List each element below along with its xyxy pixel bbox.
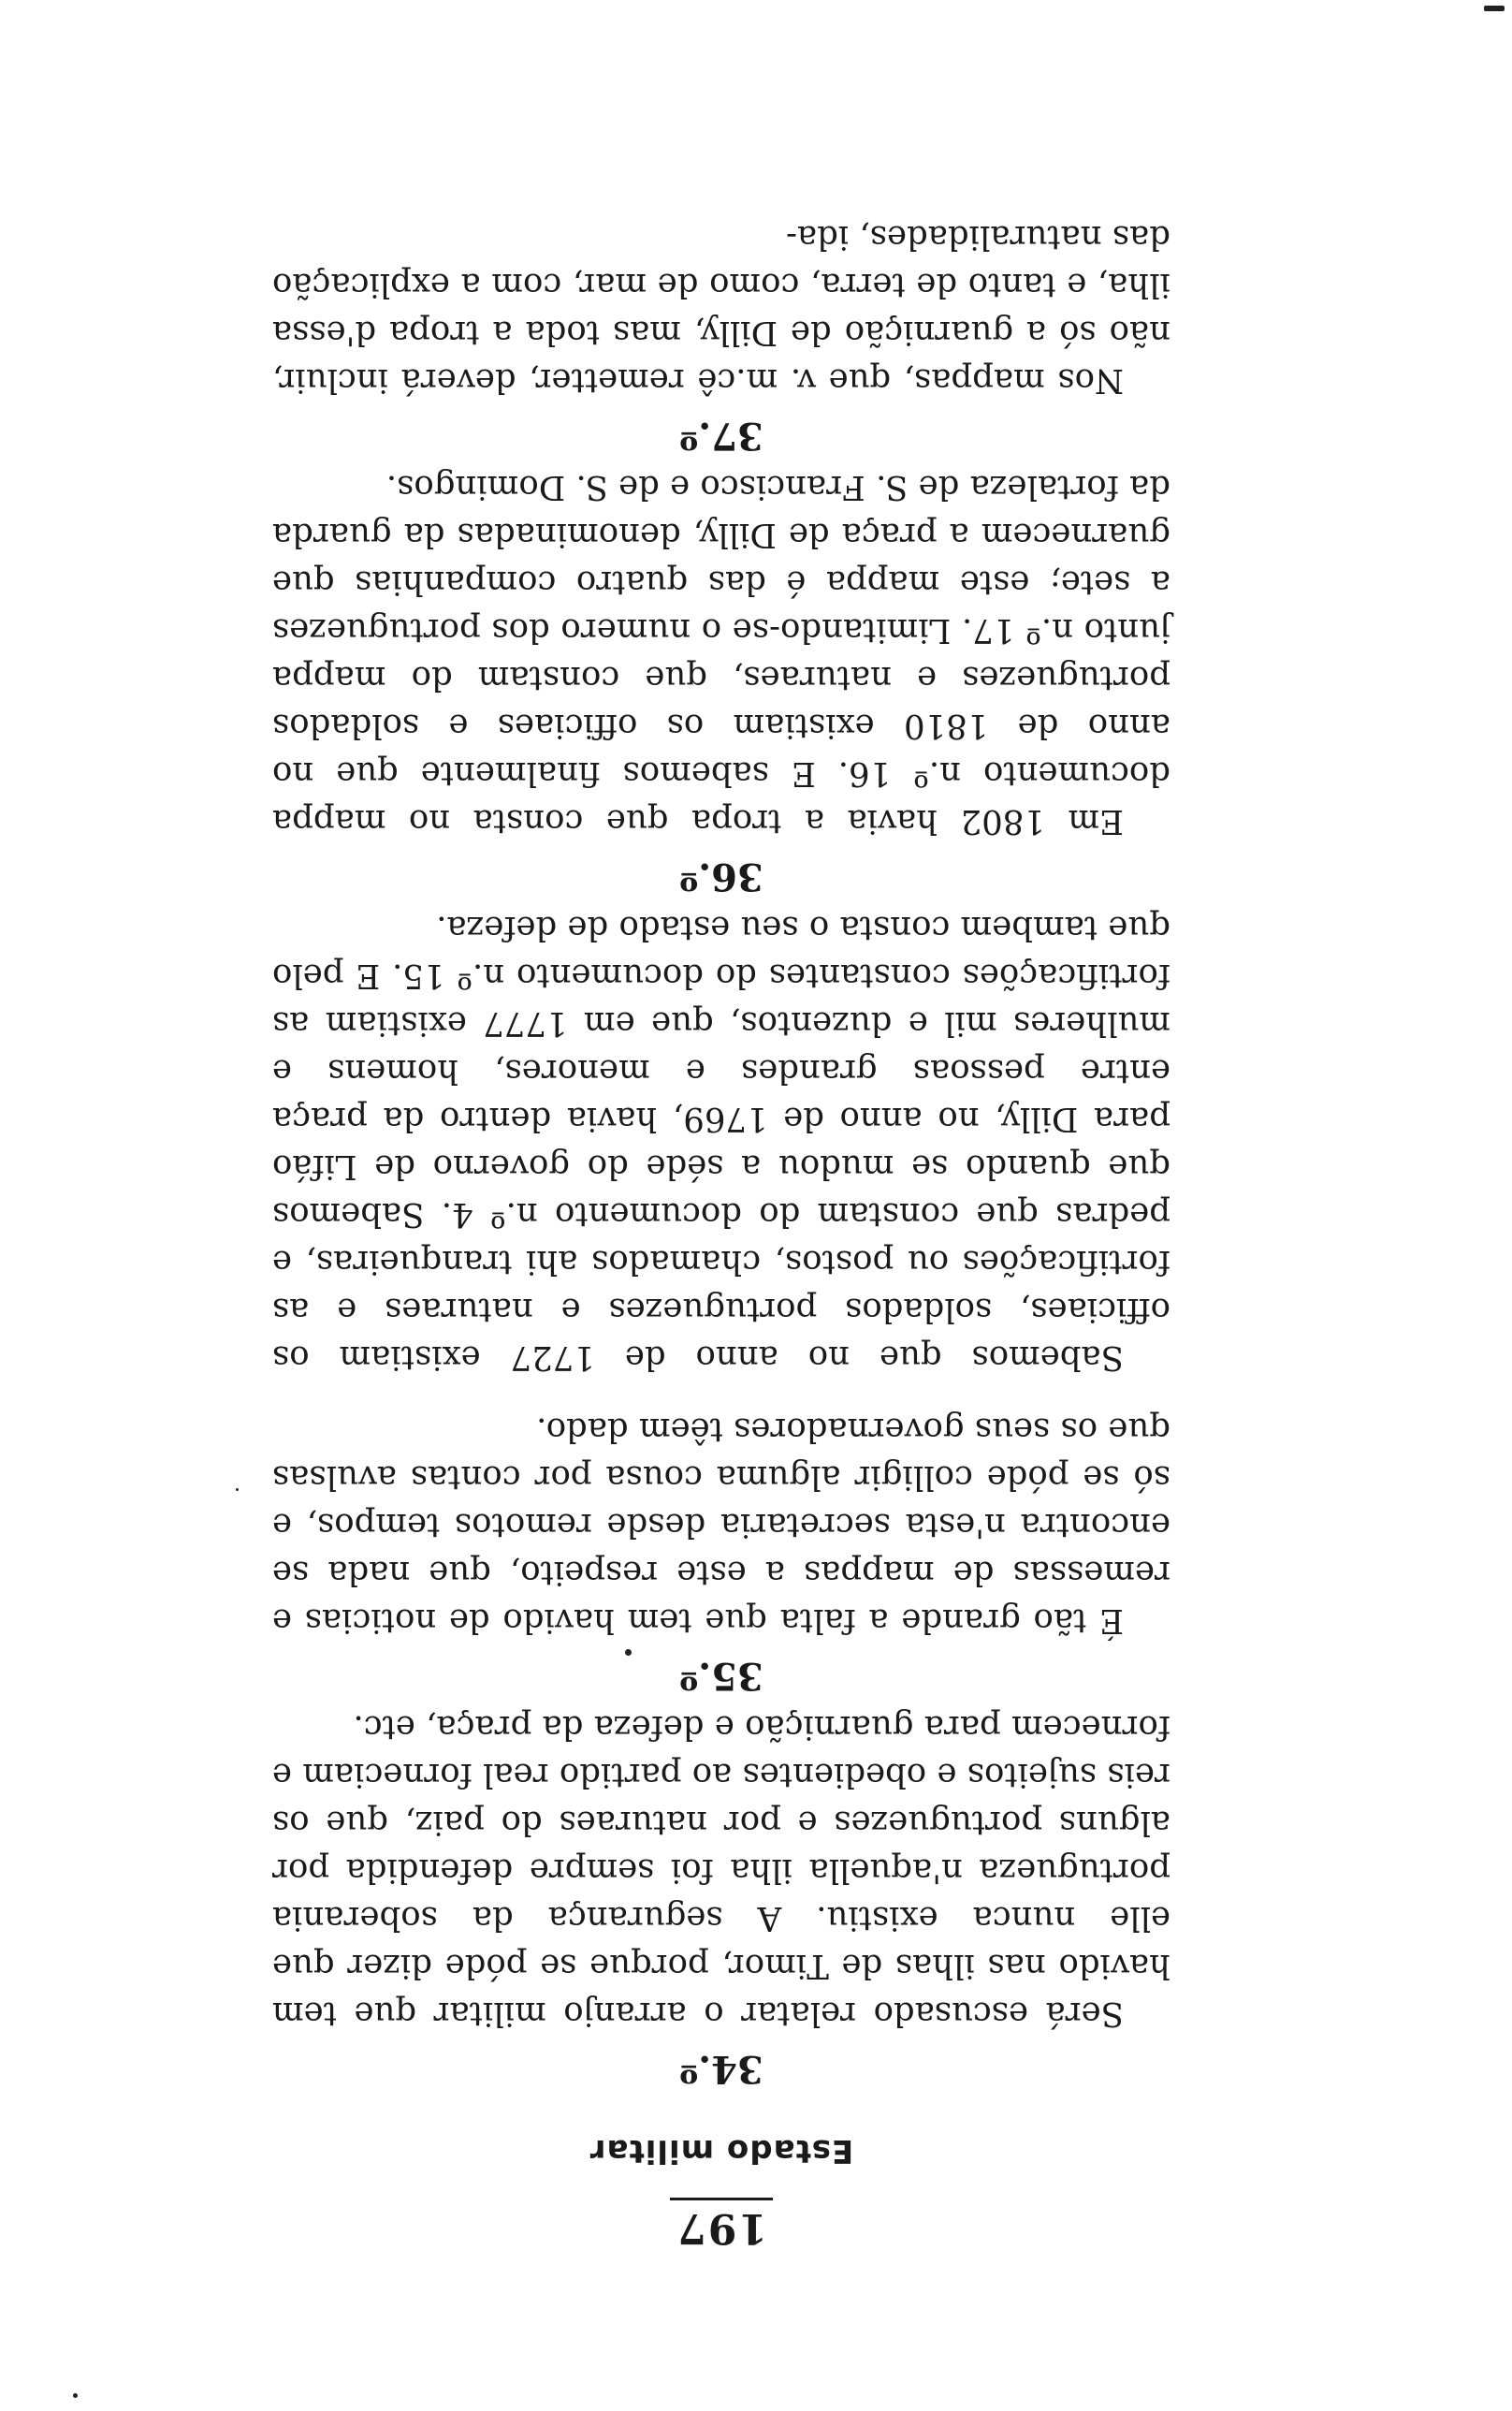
section-number: 37.º xyxy=(679,414,763,458)
page-heading: Estado militar xyxy=(589,2132,854,2170)
speck xyxy=(1484,6,1505,11)
paragraph: Nos mappas, que v. m.cê remetter, deverá incluir, não só a guarnição de Dilly, mas toda a tropa d'essa ilha, e tanto de terra, como de mar, com a explicação das naturalidades, ida- xyxy=(272,218,1170,400)
speck xyxy=(236,1488,239,1491)
section-35 xyxy=(272,904,1170,1698)
section-36 xyxy=(272,463,1170,899)
speck xyxy=(73,2393,78,2398)
paragraph: É tão grande a falta que tem havido de noticias e remessas de mappas a este respeito, que nada se encontra n'esta secretaria desde remotos tempos, e só se póde colligir alguma cousa por contas avulsas que os seus governadores têem dado. xyxy=(272,1410,1170,1640)
section-37 xyxy=(272,213,1170,458)
speck xyxy=(625,1649,632,1656)
paragraph: Será escusado relatar o arranjo militar que tem havido nas ilhas de Timor, porque se póde dizer que elle nunca existiu. A segurança da soberania portugueza n'aquella ilha foi sempre defendida por alguns portuguezes e por naturaes do paiz, que os reis sujeitos e obedientes ao partido real forneciam e fornecem para guarnição e defeza da praça, etc. xyxy=(272,1708,1170,2033)
page-content xyxy=(272,213,1170,2252)
section-number: 36.º xyxy=(679,855,763,899)
section-34 xyxy=(272,1703,1170,2091)
section-number: 35.º xyxy=(679,1654,763,1698)
paragraph: Em 1802 havia a tropa que consta no mappa documento n.º 16. E sabemos finalmente que no anno de 1810 existiam os officiaes e soldados portuguezes e naturaes, que constam do mappa junto n.º 17. Limitando-se o numero dos portuguezes a sete; este mappa é das quatro companhias que guarnecem a praça de Dilly, denominadas da guarda da fortaleza de S. Francisco e de S. Domingos. xyxy=(272,468,1170,840)
paragraph: Sabemos que no anno de 1727 existiam os officiaes, soldados portuguezes e naturaes e as fortificações ou postos, chamados ahi tranqueiras, e pedras que constam do documento n.º 4. Sabemos que quando se mudou a séde do governo de Lifáo para Dilly, no anno de 1769, havia dentro da praça entre pessoas grandes e menores, homens e mulheres mil e duzentos, que em 1777 existiam as fortificações constantes do documento n.º 15. E pelo que tambem consta o seu estado de defeza. xyxy=(272,909,1170,1377)
page-number: 197 xyxy=(670,2198,773,2252)
section-number: 34.º xyxy=(679,2047,763,2091)
